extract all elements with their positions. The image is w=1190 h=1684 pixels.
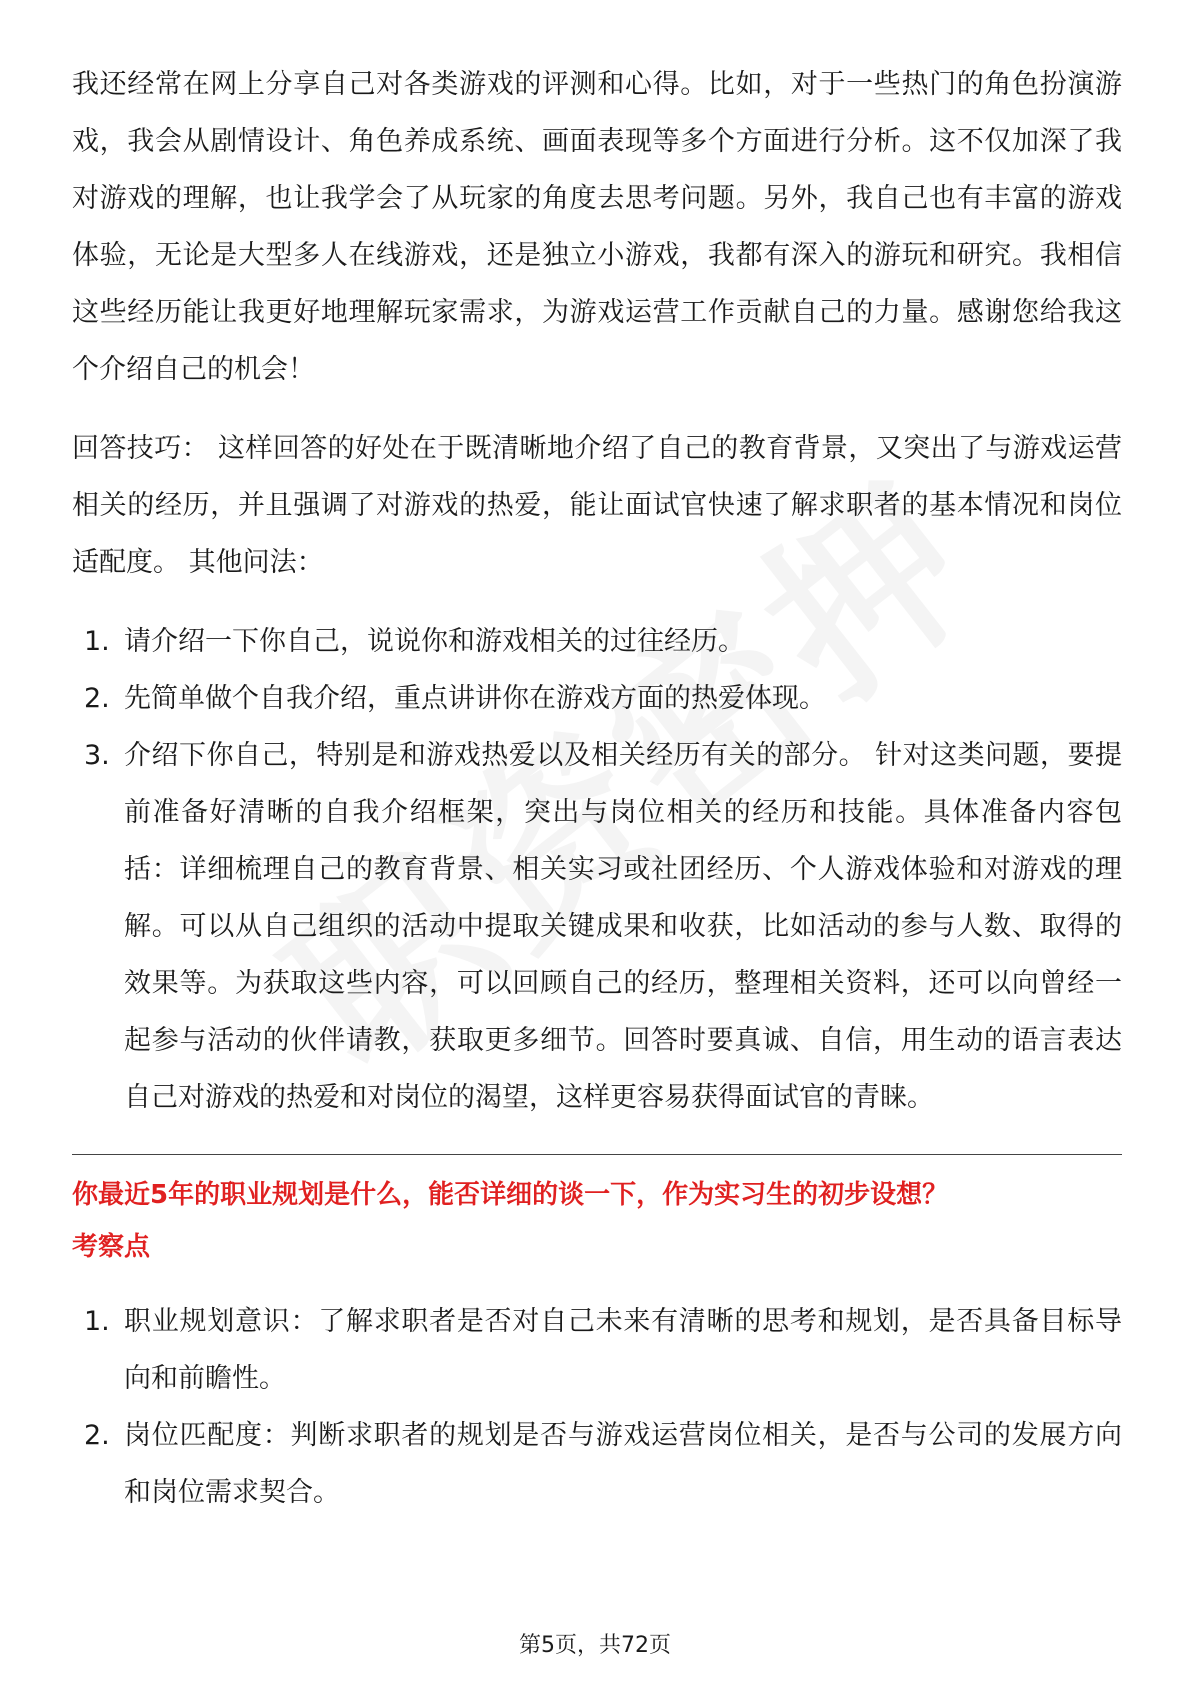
question-subheading: 考察点 <box>72 1232 151 1262</box>
list-text: 职业规划意识：了解求职者是否对自己未来有清晰的思考和规划，是否具备目标导向和前瞻性。 <box>124 1306 1122 1394</box>
intro-paragraph: 我还经常在网上分享自己对各类游戏的评测和心得。比如，对于一些热门的角色扮演游戏，我会从剧情设计、角色养成系统、画面表现等多个方面进行分析。这不仅加深了我对游戏的理解，也让我学会了从玩家的角度去思考问题。另外，我自己也有丰富的游戏体验，无论是大型多人在线游戏，还是独立小游戏，我都有深入的游玩和研究。我相信这些经历能让我更好地理解玩家需求，为游戏运营工作贡献自己的力量。感谢您给我这个介绍自己的机会！ <box>72 69 1122 385</box>
list-text: 岗位匹配度：判断求职者的规划是否与游戏运营岗位相关，是否与公司的发展方向和岗位需求契合。 <box>124 1420 1122 1508</box>
list-number: 3. <box>84 740 110 771</box>
list-number: 1. <box>84 1306 110 1337</box>
list-text: 先简单做个自我介绍，重点讲讲你在游戏方面的热爱体现。 <box>124 683 826 714</box>
tips-paragraph: 回答技巧： 这样回答的好处在于既清晰地介绍了自己的教育背景，又突出了与游戏运营相关的经历，并且强调了对游戏的热爱，能让面试官快速了解求职者的基本情况和岗位适配度。 其他问法： <box>72 433 1122 578</box>
section-divider <box>72 1154 1122 1155</box>
list-number: 2. <box>84 1420 110 1451</box>
list-item <box>72 613 1122 670</box>
list-item <box>72 1407 1122 1521</box>
list-item <box>72 1293 1122 1407</box>
page-footer: 第5页，共72页 <box>519 1633 671 1658</box>
list-item <box>72 670 1122 727</box>
alt-questions-list <box>72 613 1122 1126</box>
list-text: 介绍下你自己，特别是和游戏热爱以及相关经历有关的部分。 针对这类问题，要提前准备好清晰的自我介绍框架，突出与岗位相关的经历和技能。具体准备内容包括：详细梳理自己的教育背景、相关实习或社团经历、个人游戏体验和对游戏的理解。可以从自己组织的活动中提取关键成果和收获，比如活动的参与人数、取得的效果等。为获取这些内容，可以回顾自己的经历，整理相关资料，还可以向曾经一起参与活动的伙伴请教，获取更多细节。回答时要真诚、自信，用生动的语言表达自己对游戏的热爱和对岗位的渴望，这样更容易获得面试官的青睐。 <box>124 740 1122 1113</box>
list-number: 2. <box>84 683 110 714</box>
assessment-points-list <box>72 1293 1122 1521</box>
question-title: 你最近5年的职业规划是什么，能否详细的谈一下，作为实习生的初步设想？ <box>72 1180 949 1210</box>
list-number: 1. <box>84 626 110 657</box>
page-content <box>72 56 1122 1521</box>
list-text: 请介绍一下你自己，说说你和游戏相关的过往经历。 <box>124 626 745 657</box>
list-item <box>72 727 1122 1126</box>
question-section <box>72 1169 1122 1521</box>
